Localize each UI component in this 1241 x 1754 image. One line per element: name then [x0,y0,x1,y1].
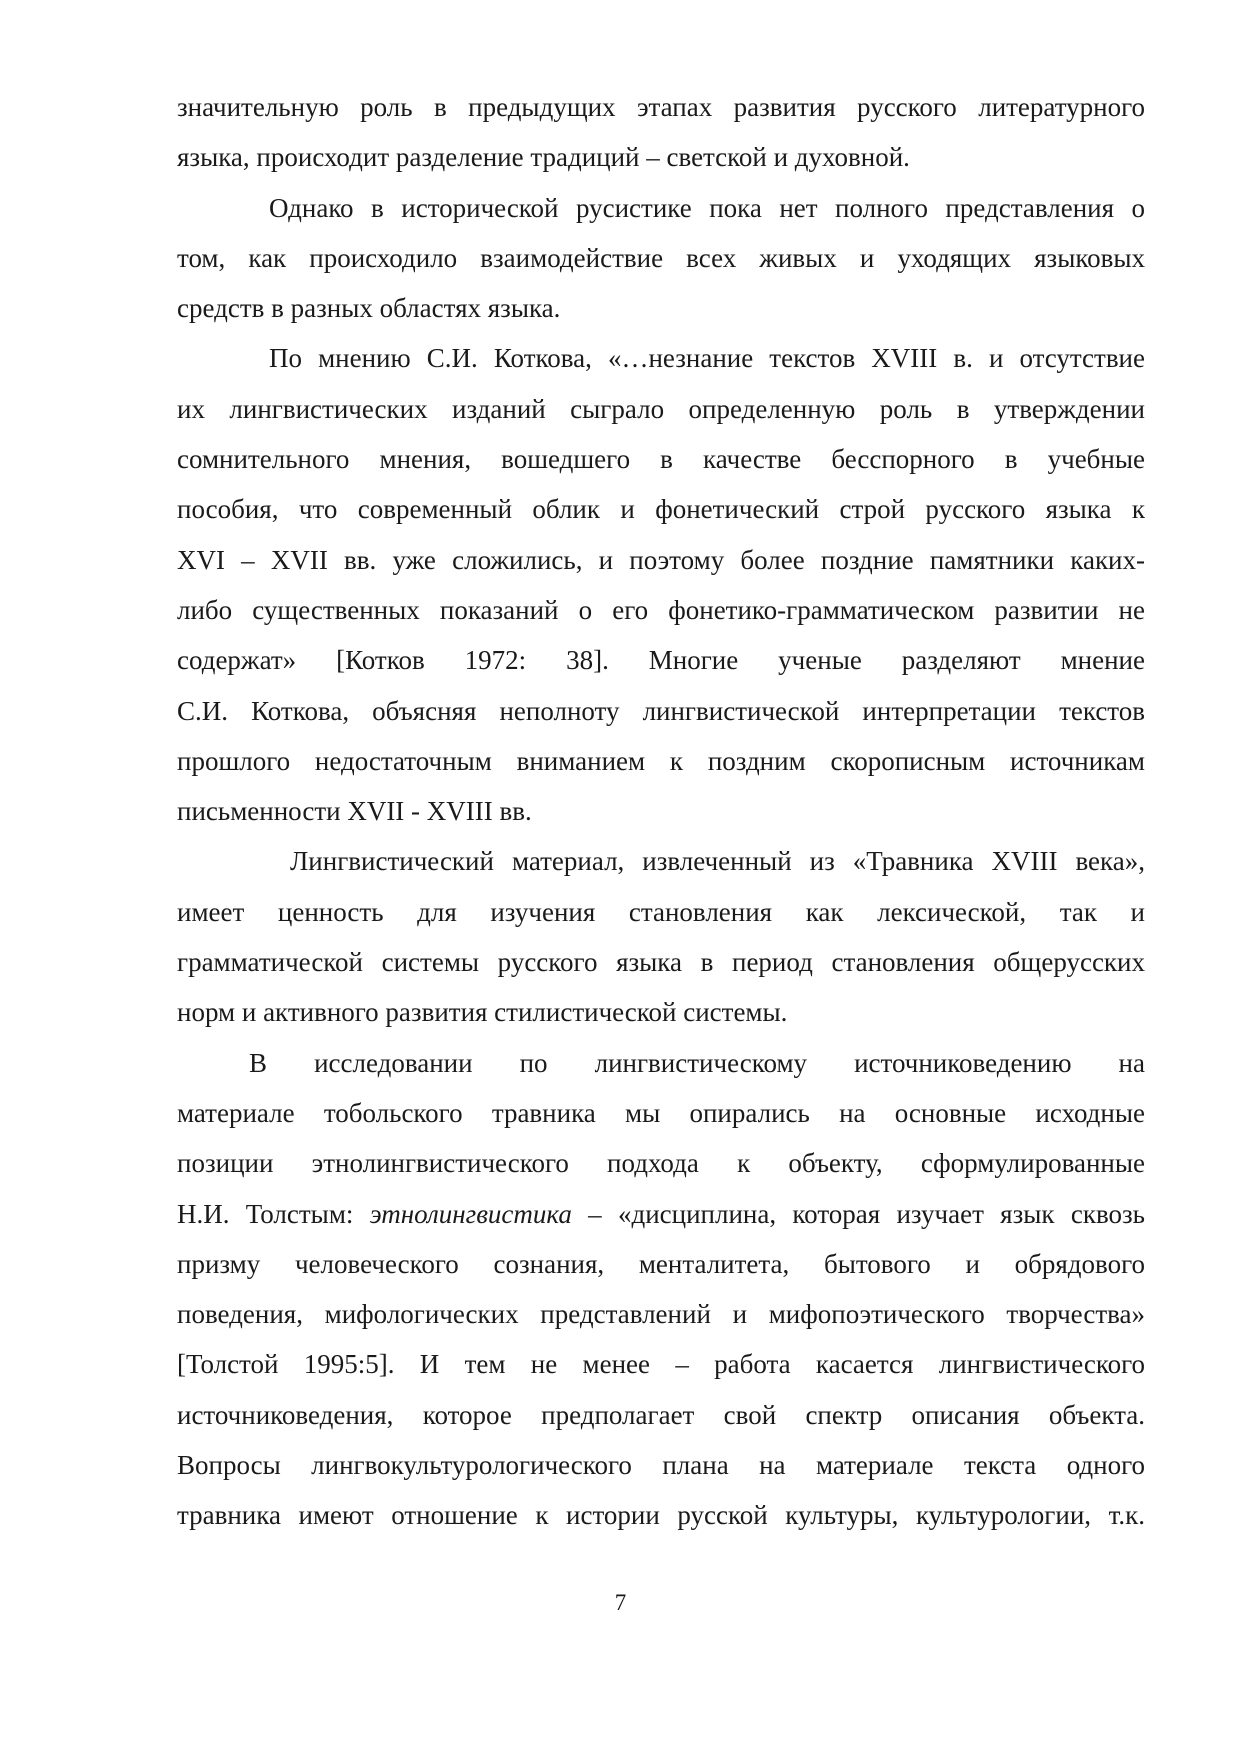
paragraph-4 [177,836,1145,1037]
body-text [177,82,1145,1541]
text-line: В исследовании по лингвистическому источниковедению на [249,1047,1145,1078]
text-line: материале тобольского травника мы опирались на основные исходные [177,1097,1145,1128]
text-line-with-term [177,1189,1145,1239]
text-run: Н.И. Толстым: [177,1198,370,1229]
text-line: имеет ценность для изучения становления как лексической, так и [177,896,1145,927]
text-line: грамматической системы русского языка в период становления общерусских [177,947,1145,978]
paragraph-2 [177,183,1145,334]
paragraph-1 [177,82,1145,183]
text-line: их лингвистических изданий сыграло определенную роль в утверждении [177,393,1145,424]
text-line: письменности XVII - XVIII вв. [177,796,532,827]
text-line: Лингвистический материал, извлеченный из «Травника XVIII века», [290,846,1145,877]
text-line: содержат» [Котков 1972: 38]. Многие ученые разделяют мнение [177,645,1145,676]
text-line: том, как происходило взаимодействие всех живых и уходящих языковых [177,242,1145,273]
text-line: травника имеют отношение к истории русской культуры, культурологии, т.к. [177,1500,1145,1531]
text-line: пособия, что современный облик и фонетический строй русского языка к [177,494,1145,525]
text-line: источниковедения, которое предполагает свой спектр описания объекта. [177,1399,1145,1430]
text-line: позиции этнолингвистического подхода к объекту, сформулированные [177,1148,1145,1179]
text-line: языка, происходит разделение традиций – светской и духовной. [177,142,910,173]
text-line: либо существенных показаний о его фонетико-грамматическом развитии не [177,594,1145,625]
text-line: норм и активного развития стилистической системы. [177,997,788,1028]
text-line: Вопросы лингвокультурологического плана на материале текста одного [177,1450,1145,1481]
text-line: прошлого недостаточным вниманием к поздним скорописным источникам [177,745,1145,776]
text-line: средств в разных областях языка. [177,293,561,324]
text-line: [Толстой 1995:5]. И тем не менее – работа касается лингвистического [177,1349,1145,1380]
italic-term: этнолингвистика [369,1198,572,1229]
text-line: сомнительного мнения, вошедшего в качестве бесспорного в учебные [177,444,1145,475]
text-line: По мнению С.И. Коткова, «…незнание текстов XVIII в. и отсутствие [269,343,1145,374]
text-line: призму человеческого сознания, менталитета, бытового и обрядового [177,1248,1145,1279]
text-line: Однако в исторической русистике пока нет полного представления о [269,192,1145,223]
text-line: значительную роль в предыдущих этапах развития русского литературного [177,92,1145,122]
page-number: 7 [614,1590,627,1615]
paragraph-5 [177,1038,1145,1541]
paragraph-3 [177,333,1145,836]
text-line: С.И. Коткова, объясняя неполноту лингвистической интерпретации текстов [177,695,1145,726]
text-line: поведения, мифологических представлений и мифопоэтического творчества» [177,1299,1145,1330]
text-line: XVI – XVII вв. уже сложились, и поэтому более поздние памятники каких- [177,544,1145,575]
text-run: – «дисциплина, которая изучает язык сквозь [571,1198,1145,1229]
